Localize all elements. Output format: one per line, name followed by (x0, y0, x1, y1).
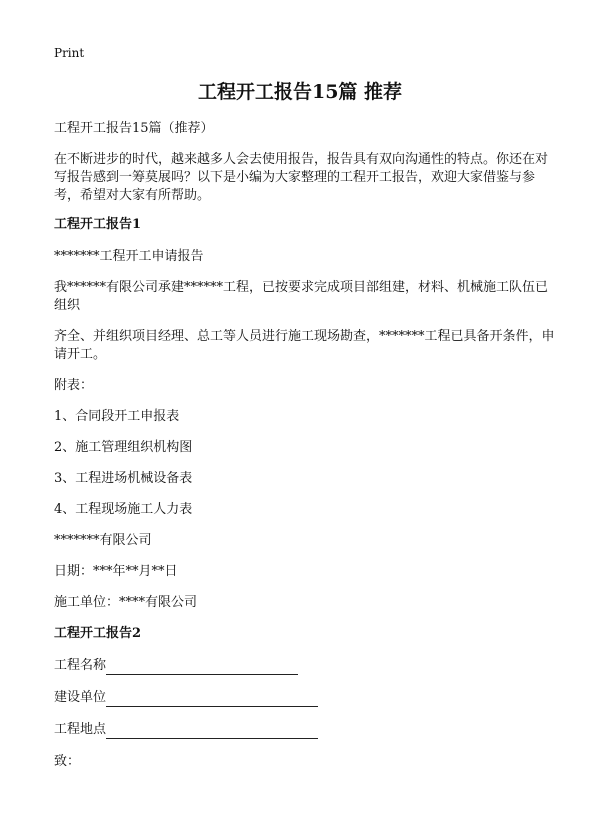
attachment-item: 2、施工管理组织机构图 (54, 440, 193, 455)
date-line: 日期：***年**月**日 (54, 564, 178, 579)
construction-unit: 施工单位：****有限公司 (54, 595, 198, 610)
section-heading-1: 工程开工报告1 (54, 217, 142, 232)
field-label: 工程地点 (54, 722, 107, 737)
blank-underline (106, 658, 298, 675)
body-paragraph-1: 我******有限公司承建******工程，已按要求完成项目部组建，材料、机械施工队伍已组织 (54, 280, 549, 313)
field-label: 建设单位 (54, 690, 107, 705)
attachment-item: 4、工程现场施工人力表 (54, 502, 193, 517)
blank-underline (106, 690, 318, 707)
body-paragraph-2: 齐全、并组织项目经理、总工等人员进行施工现场勘查，*******工程已具备开条件，申请开工。 (54, 329, 555, 362)
project-name-field (54, 657, 556, 675)
document-subtitle: 工程开工报告15篇（推荐） (54, 121, 214, 136)
attachment-item: 3、工程进场机械设备表 (54, 471, 193, 486)
attachment-item: 1、合同段开工申报表 (54, 409, 180, 424)
project-location-field (54, 721, 556, 739)
application-title: *******工程开工申请报告 (54, 249, 204, 264)
builder-unit-field (54, 689, 556, 707)
company-name: *******有限公司 (54, 533, 152, 548)
intro-paragraph: 在不断进步的时代，越来越多人会去使用报告，报告具有双向沟通性的特点。你还在对写报告感到一筹莫展吗？以下是小编为大家整理的工程开工报告，欢迎大家借鉴与参考，希望对大家有所帮助。 (54, 152, 549, 203)
field-label: 工程名称 (54, 658, 107, 673)
document-title: 工程开工报告15篇 推荐 (197, 81, 403, 103)
attachments-label: 附表： (54, 378, 94, 393)
print-label: Print (54, 46, 85, 60)
addressee-line: 致： (54, 754, 81, 769)
document-body (54, 120, 556, 784)
section-heading-2: 工程开工报告2 (54, 626, 142, 641)
blank-underline (106, 722, 318, 739)
